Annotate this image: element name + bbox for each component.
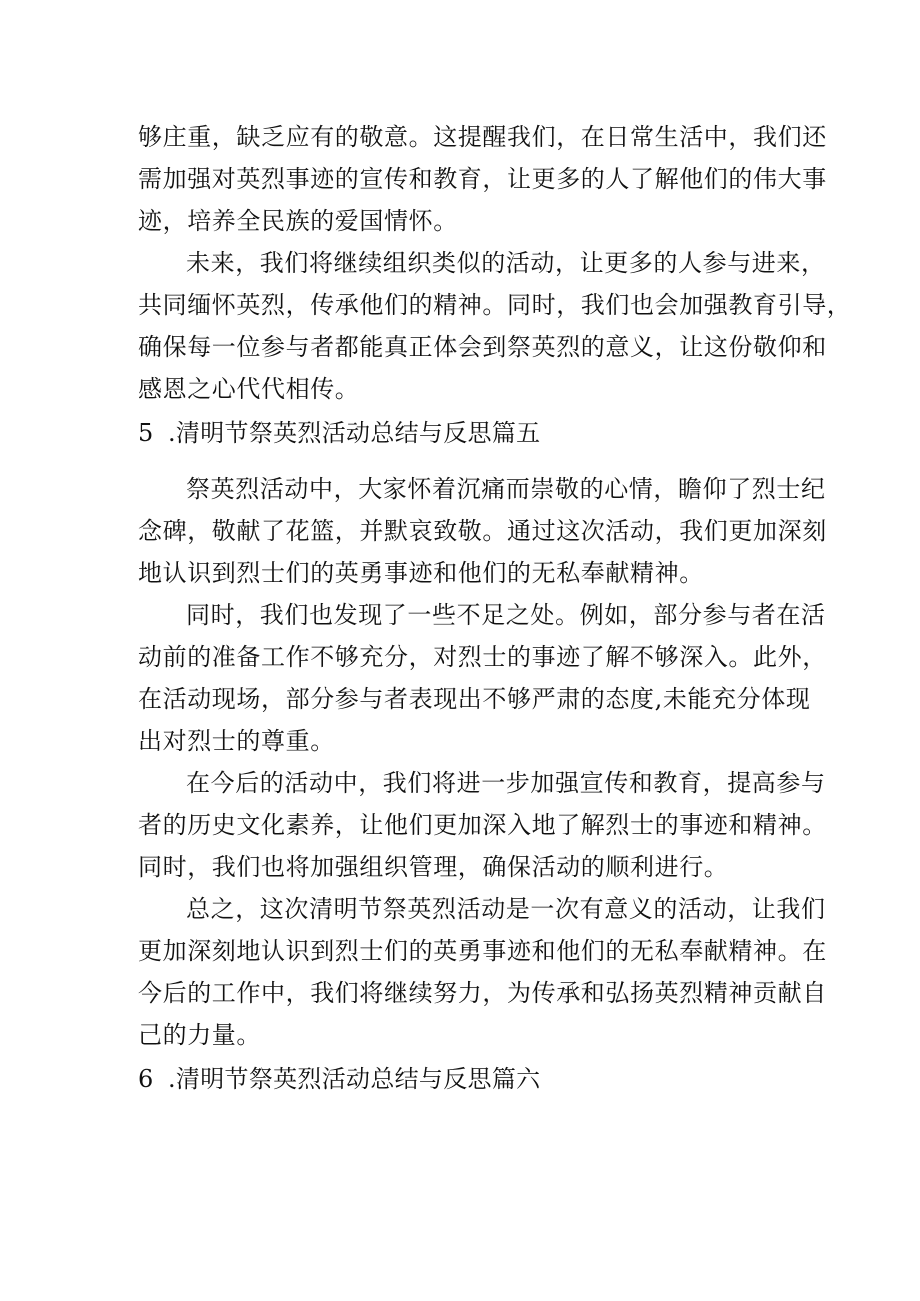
paragraph-shortcomings: [138, 594, 827, 762]
text-line: 够庄重，缺乏应有的敬意。这提醒我们，在日常生活中，我们还: [138, 123, 827, 151]
text-line: 地认识到烈士们的英勇事迹和他们的无私奉献精神。: [138, 559, 704, 587]
text-line: 未来，我们将继续组织类似的活动，让更多的人参与进来，: [186, 249, 826, 277]
paragraph-future-plans: [138, 242, 852, 410]
text-line: 祭英烈活动中，大家怀着沉痛而崇敬的心情，瞻仰了烈士纪: [186, 475, 826, 503]
text-line: 今后的工作中，我们将继续努力，为传承和弘扬英烈精神贡献自: [138, 979, 827, 1007]
section-number: 6: [138, 1065, 154, 1093]
text-line: 共同缅怀英烈，传承他们的精神。同时，我们也会加强教育引导，: [138, 291, 852, 319]
text-line: 确保每一位参与者都能真正体会到祭英烈的意义，让这份敬仰和: [138, 333, 827, 361]
text-line: 更加深刻地认识到烈士们的英勇事迹和他们的无私奉献精神。在: [138, 937, 827, 965]
section-title: .清明节祭英烈活动总结与反思篇六: [168, 1065, 541, 1093]
document-body: [138, 116, 852, 1114]
text-line: 迹，培养全民族的爱国情怀。: [138, 207, 458, 235]
text-line: 在今后的活动中，我们将进一步加强宣传和教育，提高参与: [186, 769, 826, 797]
text-line: 同时，我们也发现了一些不足之处。例如，部分参与者在活: [186, 601, 826, 629]
text-line: 感恩之心代代相传。: [138, 375, 360, 403]
section-heading-5: [138, 412, 802, 454]
paragraph-conclusion: [138, 888, 827, 1056]
text-line: 需加强对英烈事迹的宣传和教育，让更多的人了解他们的伟大事: [138, 165, 827, 193]
paragraph-activity: [138, 468, 827, 594]
text-line: 在活动现场，部分参与者表现出不够严肃的态度,未能充分体现: [138, 685, 811, 713]
text-line: 念碑，敬献了花篮，并默哀致敬。通过这次活动，我们更加深刻: [138, 517, 827, 545]
text-line: 出对烈士的尊重。: [138, 727, 335, 755]
text-line: 动前的准备工作不够充分，对烈士的事迹了解不够深入。此外，: [138, 643, 827, 671]
section-number: 5: [138, 419, 154, 447]
text-line: 者的历史文化素养，让他们更加深入地了解烈士的事迹和精神。: [138, 811, 827, 839]
section-heading-6: [138, 1058, 802, 1100]
paragraph-improvements: [138, 762, 827, 888]
text-line: 己的力量。: [138, 1021, 261, 1049]
section-title: .清明节祭英烈活动总结与反思篇五: [168, 419, 541, 447]
paragraph-continued: [138, 116, 827, 242]
text-line: 总之，这次清明节祭英烈活动是一次有意义的活动，让我们: [186, 895, 826, 923]
text-line: 同时，我们也将加强组织管理，确保活动的顺利进行。: [138, 853, 729, 881]
